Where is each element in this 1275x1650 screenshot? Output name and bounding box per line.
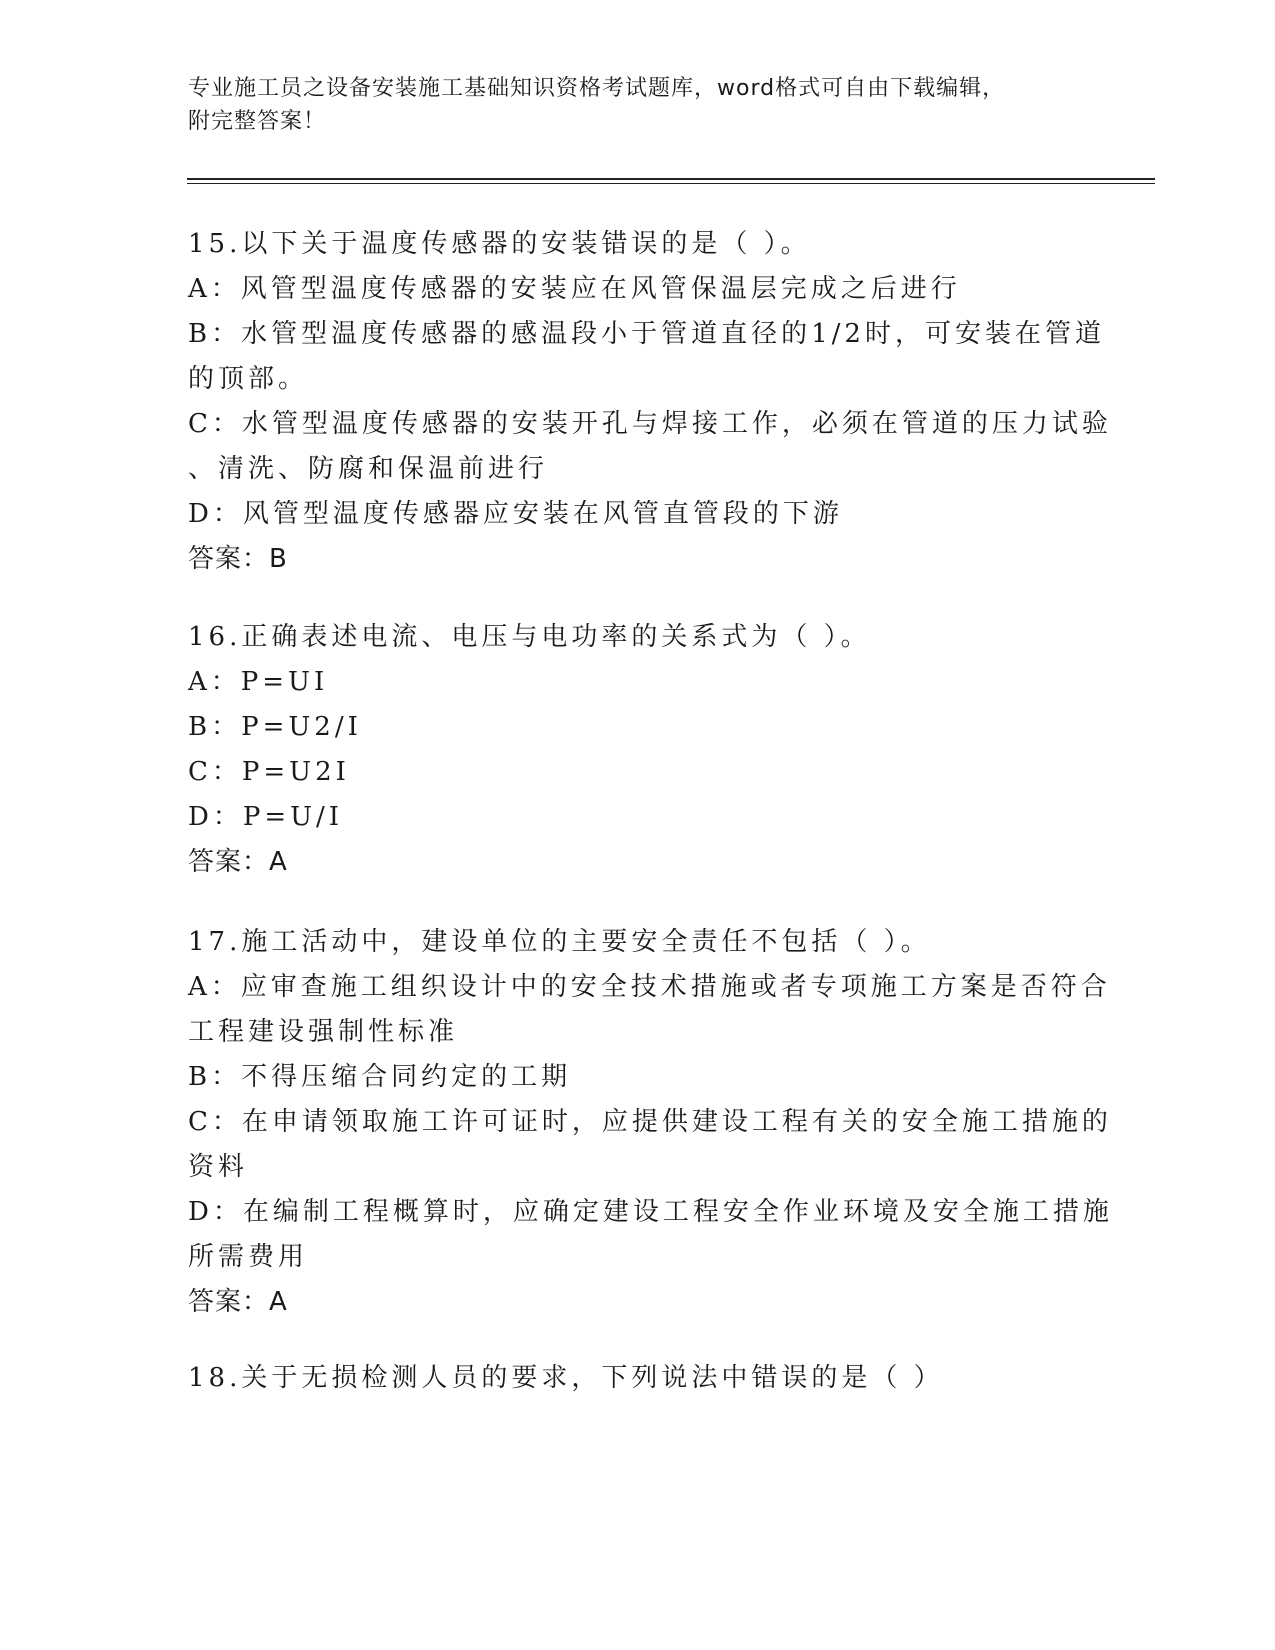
option-c-continued: 资料 (188, 1152, 249, 1182)
question-18 (188, 1356, 1088, 1401)
question-stem: 15.以下关于温度传感器的安装错误的是（ ）。 (188, 229, 811, 259)
option-d: D：风管型温度传感器应安装在风管直管段的下游 (188, 499, 843, 529)
question-stem: 18.关于无损检测人员的要求，下列说法中错误的是（ ） (188, 1363, 944, 1393)
document-header (188, 72, 1088, 138)
question-stem: 16.正确表述电流、电压与电功率的关系式为（ ）。 (188, 622, 871, 652)
header-divider-thin (187, 183, 1155, 184)
option-b: B：水管型温度传感器的感温段小于管道直径的1/2时，可安装在管道 (188, 319, 1105, 349)
option-c: C：在申请领取施工许可证时，应提供建设工程有关的安全施工措施的 (188, 1107, 1112, 1137)
answer-line: 答案：A (188, 1287, 288, 1317)
header-line-1: 专业施工员之设备安装施工基础知识资格考试题库，word格式可自由下载编辑， (188, 76, 1006, 101)
answer-line: 答案：B (188, 544, 288, 574)
option-b-continued: 的顶部。 (188, 364, 309, 394)
header-divider-thick (187, 178, 1155, 180)
option-c: C：水管型温度传感器的安装开孔与焊接工作，必须在管道的压力试验 (188, 409, 1112, 439)
answer-line: 答案：A (188, 847, 288, 877)
option-c: C：P=U2I (188, 757, 350, 787)
option-a: A：应审查施工组织设计中的安全技术措施或者专项施工方案是否符合 (188, 972, 1111, 1002)
option-a-continued: 工程建设强制性标准 (188, 1017, 459, 1047)
option-a: A：风管型温度传感器的安装应在风管保温层完成之后进行 (188, 274, 961, 304)
question-16 (188, 615, 1088, 885)
header-line-2: 附完整答案！ (188, 109, 327, 134)
option-d: D：在编制工程概算时，应确定建设工程安全作业环境及安全施工措施 (188, 1197, 1113, 1227)
question-17 (188, 920, 1113, 1325)
option-b: B：P=U2/I (188, 712, 362, 742)
option-b: B：不得压缩合同约定的工期 (188, 1062, 572, 1092)
option-c-continued: 、清洗、防腐和保温前进行 (188, 454, 549, 484)
option-a: A：P=UI (188, 667, 329, 697)
question-stem: 17.施工活动中，建设单位的主要安全责任不包括（ ）。 (188, 927, 931, 957)
option-d: D：P=U/I (188, 802, 344, 832)
question-15 (188, 222, 1112, 582)
option-d-continued: 所需费用 (188, 1242, 309, 1272)
